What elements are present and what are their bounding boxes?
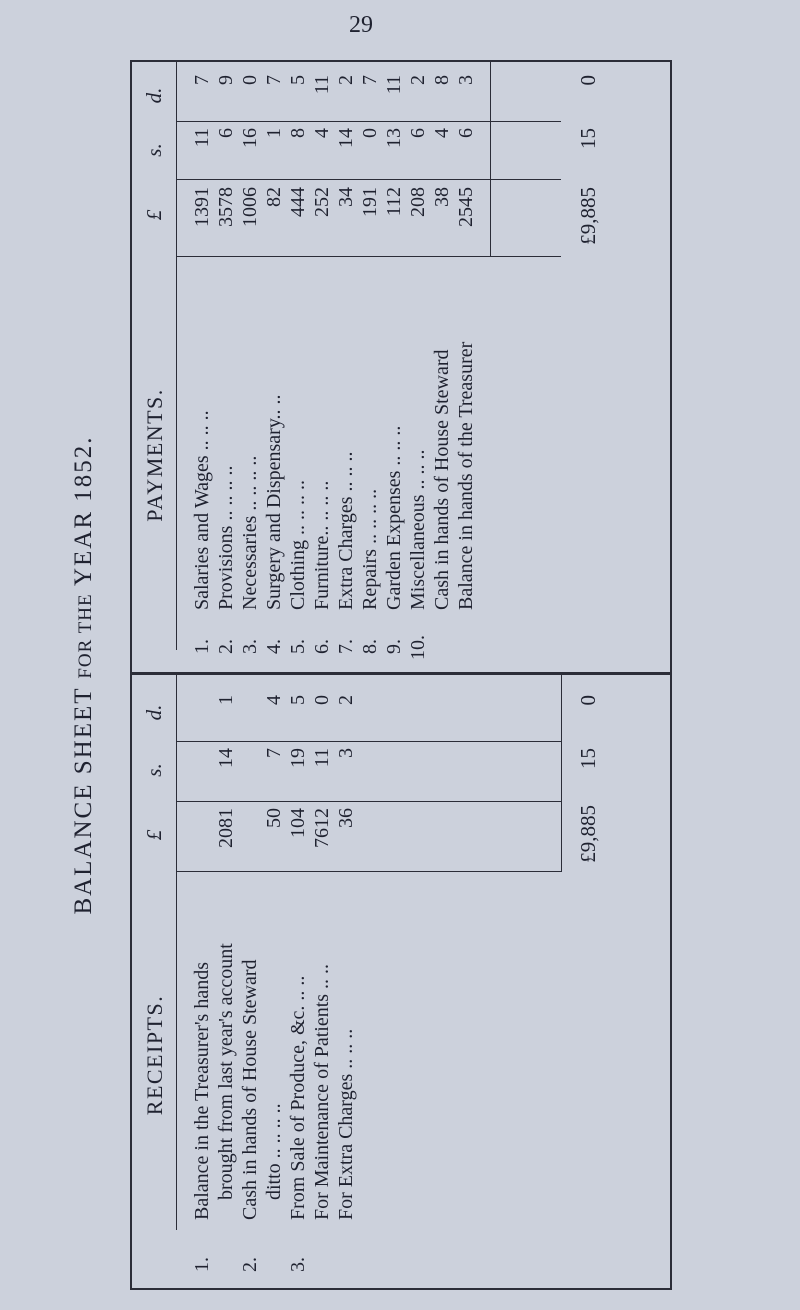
rotated-ledger <box>50 60 770 1290</box>
payment-no: 9. <box>383 639 405 654</box>
payments-total-rule <box>490 62 491 257</box>
receipt-shillings: 7 <box>263 748 285 758</box>
receipt-shillings: 3 <box>335 748 357 758</box>
frame-left-line <box>130 1289 670 1291</box>
payment-no: 1. <box>191 639 213 654</box>
payment-no: 10. <box>407 635 429 660</box>
payment-label: Cash in hands of House Steward <box>431 349 453 610</box>
payment-pence: 7 <box>263 75 285 85</box>
receipts-total-rule <box>561 675 562 872</box>
frame-right-line <box>130 61 670 63</box>
payment-pounds: 3578 <box>215 187 237 227</box>
receipt-pounds: 36 <box>335 808 357 828</box>
payment-label: Miscellaneous .. .. .. <box>407 449 429 610</box>
receipts-total-pence: 0 <box>576 695 600 706</box>
title-main-1: BALANCE SHEET <box>70 678 97 915</box>
payment-pounds: 191 <box>359 187 381 217</box>
payment-no: 5. <box>287 639 309 654</box>
title-main-2: YEAR 1852. <box>70 435 97 594</box>
section-divider <box>130 672 670 675</box>
payment-shillings: 6 <box>215 128 237 138</box>
page-number: 29 <box>349 12 373 38</box>
receipts-head-rule <box>176 675 177 1230</box>
payment-shillings: 8 <box>287 128 309 138</box>
receipt-label: From Sale of Produce, &c. .. .. <box>287 975 309 1220</box>
payment-shillings: 6 <box>455 128 477 138</box>
receipt-shillings: 19 <box>287 748 309 768</box>
payment-pence: 8 <box>431 75 453 85</box>
receipt-pence: 5 <box>287 695 309 705</box>
payment-pounds: 1391 <box>191 187 213 227</box>
payment-label: Necessaries .. .. .. .. <box>239 455 261 610</box>
receipt-pounds: 7612 <box>311 808 333 848</box>
payment-no: 7. <box>335 639 357 654</box>
receipt-pence: 4 <box>263 695 285 705</box>
receipts-col-shillings: s. <box>142 763 166 777</box>
receipt-pounds: 50 <box>263 808 285 828</box>
payments-col-pounds: £ <box>142 209 166 221</box>
frame-top-line <box>130 60 132 1290</box>
receipt-shillings: 11 <box>311 748 333 768</box>
payment-no: 3. <box>239 639 261 654</box>
receipt-label: For Maintenance of Patients .. .. <box>311 963 333 1220</box>
payment-pence: 5 <box>287 75 309 85</box>
sheet-title <box>70 60 98 1290</box>
payment-shillings: 13 <box>383 128 405 148</box>
payment-shillings: 4 <box>311 128 333 138</box>
payment-label: Repairs .. .. .. .. <box>359 488 381 610</box>
payment-pence: 2 <box>407 75 429 85</box>
receipt-pence: 0 <box>311 695 333 705</box>
payments-head-rule <box>176 62 177 650</box>
payment-pounds: 82 <box>263 187 285 207</box>
payment-pence: 7 <box>191 75 213 85</box>
receipt-pounds: 2081 <box>215 808 237 848</box>
payment-pence: 11 <box>311 75 333 95</box>
receipt-label: For Extra Charges .. .. .. <box>335 1028 357 1220</box>
payment-pounds: 34 <box>335 187 357 207</box>
receipt-pence: 1 <box>215 695 237 705</box>
payment-pounds: 2545 <box>455 187 477 227</box>
receipt-no: 1. <box>191 1257 213 1272</box>
payment-shillings: 1 <box>263 128 285 138</box>
frame-bottom-line <box>670 60 672 1290</box>
receipts-total-shillings: 15 <box>576 748 600 769</box>
payments-total-pounds: £9,885 <box>576 187 600 245</box>
receipts-heading: RECEIPTS. <box>142 994 167 1116</box>
payment-pence: 7 <box>359 75 381 85</box>
payments-rule-l <box>176 256 561 257</box>
payments-heading: PAYMENTS. <box>142 388 167 522</box>
payment-pence: 0 <box>239 75 261 85</box>
receipts-col-pounds: £ <box>142 829 166 841</box>
payment-label: Balance in hands of the Treasurer <box>455 341 477 610</box>
receipts-rule-sd <box>176 741 561 742</box>
receipt-label: Balance in the Treasurer's hands <box>191 962 213 1220</box>
payment-pence: 3 <box>455 75 477 85</box>
payments-rule-ls <box>176 179 561 180</box>
payment-shillings: 14 <box>335 128 357 148</box>
payment-pounds: 252 <box>311 187 333 217</box>
payment-shillings: 11 <box>191 128 213 148</box>
receipt-pence: 2 <box>335 695 357 705</box>
payment-pence: 11 <box>383 75 405 95</box>
receipt-no: 2. <box>239 1257 261 1272</box>
payments-col-shillings: s. <box>142 143 166 157</box>
receipt-shillings: 14 <box>215 748 237 768</box>
payment-label: Furniture.. .. .. .. <box>311 480 333 610</box>
payment-pounds: 112 <box>383 187 405 217</box>
payment-pounds: 208 <box>407 187 429 217</box>
receipts-rule-ls <box>176 801 561 802</box>
receipts-rule-l <box>176 871 561 872</box>
payments-col-pence: d. <box>142 87 166 104</box>
payment-no: 2. <box>215 639 237 654</box>
payment-label: Extra Charges .. .. .. <box>335 451 357 610</box>
receipt-label: Cash in hands of House Steward <box>239 959 261 1220</box>
payment-pounds: 444 <box>287 187 309 217</box>
payment-label: Provisions .. .. .. .. <box>215 465 237 610</box>
payments-rule-sd <box>176 121 561 122</box>
receipts-col-pence: d. <box>142 704 166 721</box>
payment-no: 4. <box>263 639 285 654</box>
receipt-label-cont: brought from last year's account <box>215 943 237 1200</box>
payment-no: 8. <box>359 639 381 654</box>
payment-label: Garden Expenses .. .. .. <box>383 425 405 610</box>
title-small-caps: FOR THE <box>75 593 96 679</box>
payment-pounds: 1006 <box>239 187 261 227</box>
receipt-label-cont: ditto .. .. .. .. <box>263 1103 285 1200</box>
payment-label: Salaries and Wages .. .. .. <box>191 410 213 610</box>
receipts-total-pounds: £9,885 <box>576 805 600 863</box>
payment-pence: 9 <box>215 75 237 85</box>
receipt-no: 3. <box>287 1257 309 1272</box>
payment-shillings: 6 <box>407 128 429 138</box>
payments-total-shillings: 15 <box>576 128 600 149</box>
balance-sheet <box>50 60 770 1290</box>
payment-no: 6. <box>311 639 333 654</box>
payment-shillings: 0 <box>359 128 381 138</box>
payment-shillings: 4 <box>431 128 453 138</box>
payment-label: Surgery and Dispensary.. .. <box>263 394 285 610</box>
payment-shillings: 16 <box>239 128 261 148</box>
payments-total-pence: 0 <box>576 75 600 86</box>
receipt-pounds: 104 <box>287 808 309 838</box>
payment-pence: 2 <box>335 75 357 85</box>
payment-pounds: 38 <box>431 187 453 207</box>
payment-label: Clothing .. .. .. .. <box>287 479 309 610</box>
